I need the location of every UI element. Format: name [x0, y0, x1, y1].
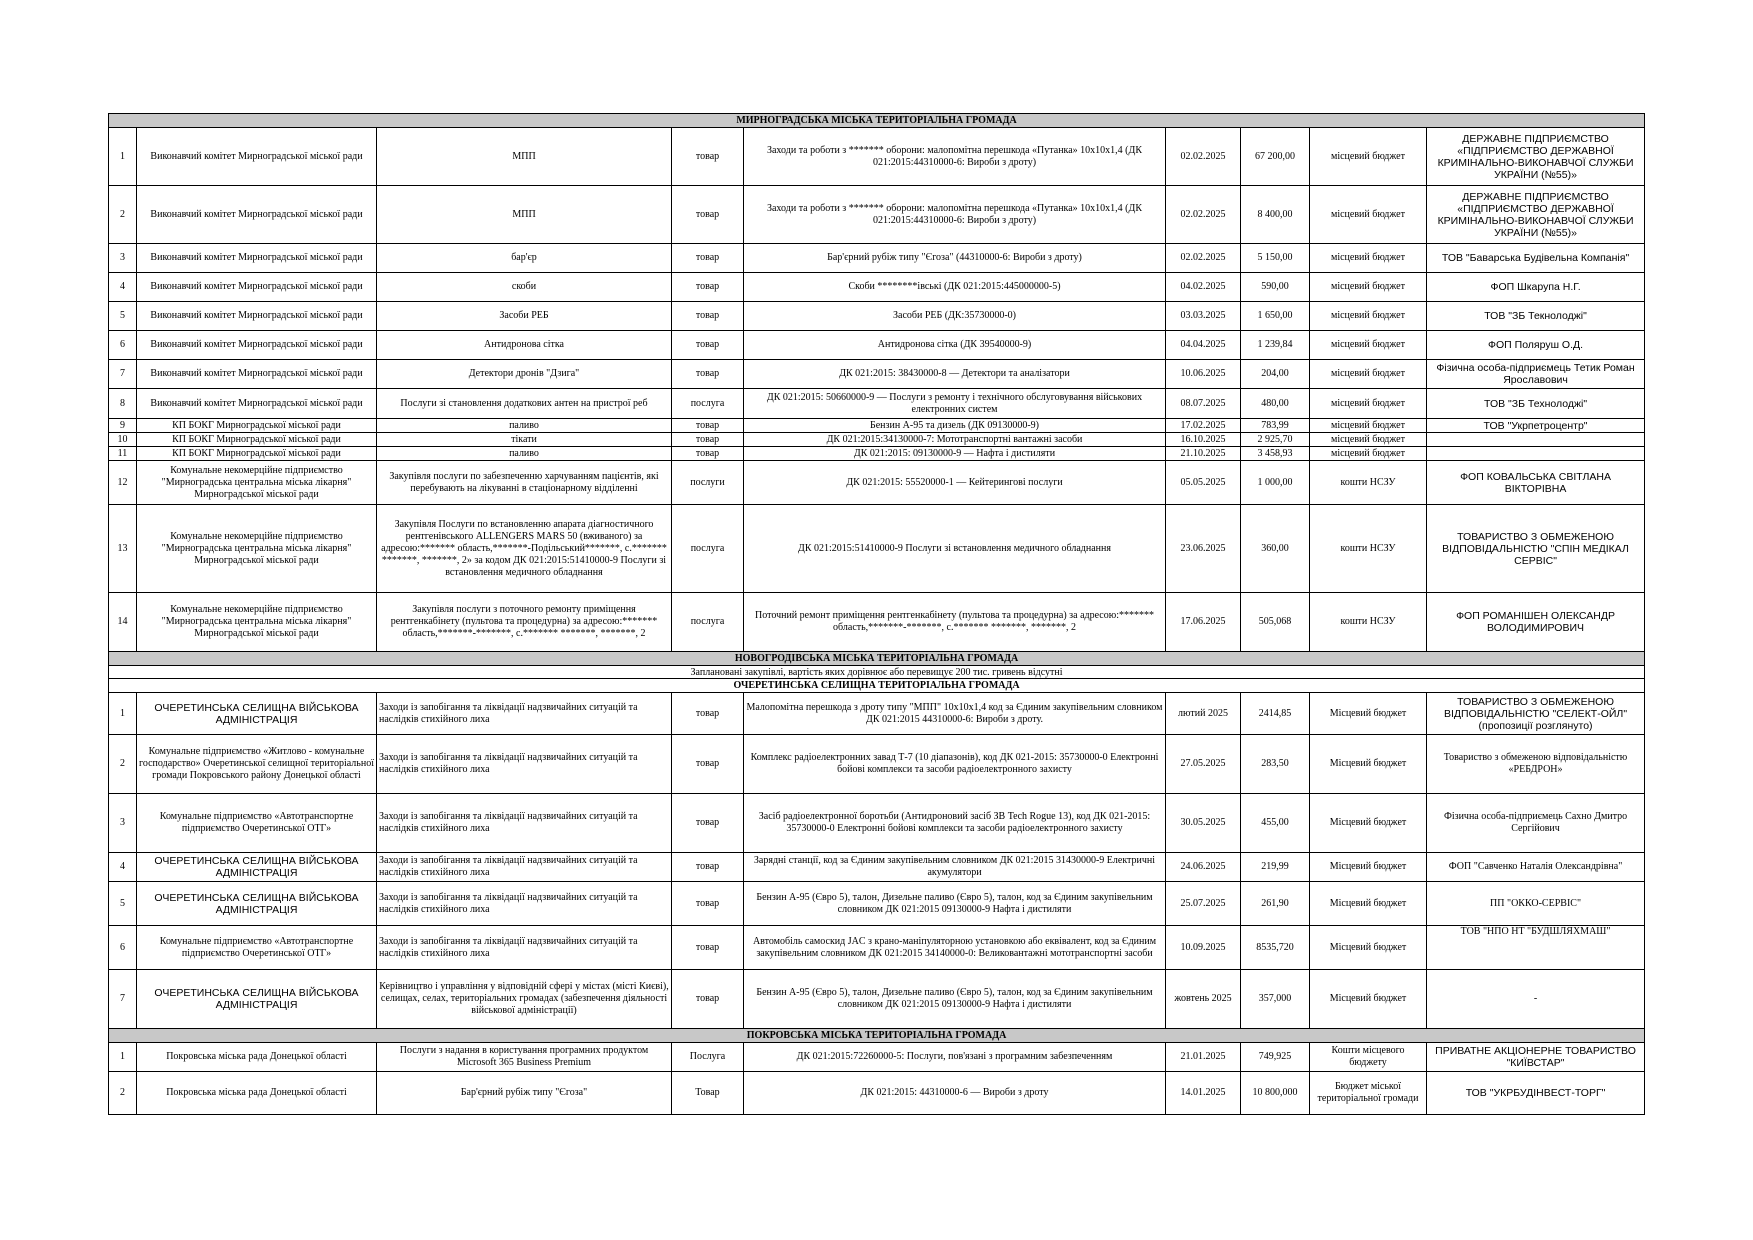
cell-source: місцевий бюджет [1310, 331, 1427, 360]
cell-details: ДК 021:2015: 38430000-8 — Детектори та аналізатори [744, 360, 1166, 389]
cell-amount: 8535,720 [1241, 926, 1310, 970]
cell-subject: скоби [377, 273, 672, 302]
cell-source: кошти НСЗУ [1310, 593, 1427, 652]
cell-date: 08.07.2025 [1166, 389, 1241, 419]
cell-amount: 357,000 [1241, 970, 1310, 1029]
cell-num: 6 [109, 926, 137, 970]
cell-amount: 1 000,00 [1241, 461, 1310, 505]
cell-details: Автомобіль самоскид JAC з крано-маніпуляторною установкою або еквівалент, код за Єдиним закупівельним словником ДК 021:2015 34140000-0: Великовантажні мототранспортні засоби [744, 926, 1166, 970]
cell-type: Товар [672, 1072, 744, 1115]
cell-customer: Комунальне некомерційне підприємство "Мирноградська центральна міська лікарня" Мирноградської міської ради [137, 593, 377, 652]
cell-customer: КП БОКГ Мирноградської міської ради [137, 447, 377, 461]
cell-source: місцевий бюджет [1310, 419, 1427, 433]
table-row [109, 693, 1645, 735]
cell-date: 04.04.2025 [1166, 331, 1241, 360]
cell-subject: Закупівля Послуги по встановленню апарата діагностичного рентгенівського ALLENGERS MARS 50 (вживаного) за адресою:******* область,*******-Подільський*******, с.******* *******, *******, 2» за кодом ДК 021:2015:51410000-9 Послуги зі встановлення медичного обладнання [377, 505, 672, 593]
cell-date: 16.10.2025 [1166, 433, 1241, 447]
cell-supplier: ТОВ "УКРБУДІНВЕСТ-ТОРГ" [1427, 1072, 1645, 1115]
cell-customer: Комунальне некомерційне підприємство "Мирноградська центральна міська лікарня" Мирноградської міської ради [137, 505, 377, 593]
cell-customer: Виконавчий комітет Мирноградської міської ради [137, 244, 377, 273]
section-header-row [109, 652, 1645, 666]
cell-type: товар [672, 794, 744, 853]
cell-num: 13 [109, 505, 137, 593]
cell-amount: 10 800,000 [1241, 1072, 1310, 1115]
cell-type: Послуга [672, 1043, 744, 1072]
cell-source: Кошти місцевого бюджету [1310, 1043, 1427, 1072]
cell-amount: 2414,85 [1241, 693, 1310, 735]
cell-customer: Покровська міська рада Донецької області [137, 1043, 377, 1072]
cell-num: 7 [109, 360, 137, 389]
cell-details: Заходи та роботи з ******* оборони: малопомітна перешкода «Путанка» 10х10х1,4 (ДК 021:2015:44310000-6: Вироби з дроту) [744, 186, 1166, 244]
cell-num: 2 [109, 735, 137, 794]
cell-details: Поточний ремонт приміщення рентгенкабінету (пультова та процедурна) за адресою:******* область,*******-*******, с.******* *******, *******, 2 [744, 593, 1166, 652]
table-row [109, 419, 1645, 433]
cell-num: 1 [109, 1043, 137, 1072]
cell-details: Бензин А-95 (Євро 5), талон, Дизельне паливо (Євро 5), талон, код за Єдиним закупівельним словником ДК 021:2015 09130000-9 Нафта і дистиляти [744, 970, 1166, 1029]
cell-subject: паливо [377, 447, 672, 461]
table-row [109, 244, 1645, 273]
table-row [109, 853, 1645, 882]
cell-customer: Виконавчий комітет Мирноградської міської ради [137, 389, 377, 419]
cell-subject: Заходи із запобігання та ліквідації надзвичайних ситуацій та наслідків стихійного лиха [377, 693, 672, 735]
cell-type: послуга [672, 389, 744, 419]
cell-date: 14.01.2025 [1166, 1072, 1241, 1115]
cell-customer: Комунальне підприємство «Автотранспортне підприємство Очеретинської ОТГ» [137, 926, 377, 970]
table-row [109, 926, 1645, 970]
cell-num: 6 [109, 331, 137, 360]
cell-num: 14 [109, 593, 137, 652]
cell-amount: 67 200,00 [1241, 128, 1310, 186]
cell-date: 27.05.2025 [1166, 735, 1241, 794]
cell-details: ДК 021:2015: 44310000-6 — Вироби з дроту [744, 1072, 1166, 1115]
cell-date: 21.01.2025 [1166, 1043, 1241, 1072]
cell-amount: 455,00 [1241, 794, 1310, 853]
cell-num: 10 [109, 433, 137, 447]
cell-source: Бюджет міської територіальної громади [1310, 1072, 1427, 1115]
cell-supplier: ТОВАРИСТВО З ОБМЕЖЕНОЮ ВІДПОВІДАЛЬНІСТЮ "СПІН МЕДІКАЛ СЕРВІС" [1427, 505, 1645, 593]
cell-amount: 360,00 [1241, 505, 1310, 593]
cell-source: місцевий бюджет [1310, 244, 1427, 273]
cell-date: жовтень 2025 [1166, 970, 1241, 1029]
section-header-row [109, 679, 1645, 693]
cell-subject: Бар'єрний рубіж типу "Єгоза" [377, 1072, 672, 1115]
cell-amount: 590,00 [1241, 273, 1310, 302]
cell-subject: Детектори дронів "Дзига" [377, 360, 672, 389]
cell-supplier: ТОВ "ЗБ Технолоджі" [1427, 389, 1645, 419]
cell-amount: 2 925,70 [1241, 433, 1310, 447]
cell-subject: МПП [377, 186, 672, 244]
cell-num: 1 [109, 128, 137, 186]
cell-source: Місцевий бюджет [1310, 693, 1427, 735]
cell-details: ДК 021:2015: 55520000-1 — Кейтерингові послуги [744, 461, 1166, 505]
cell-subject: МПП [377, 128, 672, 186]
cell-date: 03.03.2025 [1166, 302, 1241, 331]
cell-customer: Покровська міська рада Донецької області [137, 1072, 377, 1115]
cell-details: Скоби ********івські (ДК 021:2015:445000000-5) [744, 273, 1166, 302]
cell-amount: 783,99 [1241, 419, 1310, 433]
section-title: ОЧЕРЕТИНСЬКА СЕЛИЩНА ТЕРИТОРІАЛЬНА ГРОМАДА [109, 679, 1645, 693]
cell-amount: 505,068 [1241, 593, 1310, 652]
table-row [109, 735, 1645, 794]
cell-customer: Комунальне підприємство «Житлово - комунальне господарство» Очеретинської селищної територіальної громади Покровського району Донецької області [137, 735, 377, 794]
cell-subject: Керівництво і управління у відповідній сфері у містах (місті Києві), селищах, селах, територіальних громадах (забезпечення діяльності військової адміністрації) [377, 970, 672, 1029]
cell-subject: Заходи із запобігання та ліквідації надзвичайних ситуацій та наслідків стихійного лиха [377, 794, 672, 853]
cell-customer: Виконавчий комітет Мирноградської міської ради [137, 331, 377, 360]
cell-type: товар [672, 853, 744, 882]
cell-subject: Послуги з надання в користування програмних продуктом Microsoft 365 Business Premium [377, 1043, 672, 1072]
cell-num: 2 [109, 1072, 137, 1115]
cell-customer: Комунальне підприємство «Автотранспортне підприємство Очеретинської ОТГ» [137, 794, 377, 853]
cell-num: 4 [109, 273, 137, 302]
cell-source: кошти НСЗУ [1310, 505, 1427, 593]
cell-details: Заходи та роботи з ******* оборони: малопомітна перешкода «Путанка» 10х10х1,4 (ДК 021:2015:44310000-6: Вироби з дроту) [744, 128, 1166, 186]
section-title: НОВОГРОДІВСЬКА МІСЬКА ТЕРИТОРІАЛЬНА ГРОМАДА [109, 652, 1645, 666]
cell-amount: 5 150,00 [1241, 244, 1310, 273]
cell-supplier: ТОВ "Баварська Будівельна Компанія" [1427, 244, 1645, 273]
cell-num: 2 [109, 186, 137, 244]
cell-type: послуги [672, 461, 744, 505]
table-row [109, 389, 1645, 419]
cell-type: товар [672, 926, 744, 970]
cell-type: товар [672, 447, 744, 461]
cell-supplier: ФОП Поляруш О.Д. [1427, 331, 1645, 360]
cell-supplier: ФОП "Савченко Наталія Олександрівна" [1427, 853, 1645, 882]
cell-subject: тікати [377, 433, 672, 447]
cell-source: кошти НСЗУ [1310, 461, 1427, 505]
cell-num: 5 [109, 882, 137, 926]
cell-subject: Засоби РЕБ [377, 302, 672, 331]
cell-date: 02.02.2025 [1166, 186, 1241, 244]
table-row [109, 1043, 1645, 1072]
cell-type: товар [672, 302, 744, 331]
cell-source: Місцевий бюджет [1310, 926, 1427, 970]
cell-date: 02.02.2025 [1166, 128, 1241, 186]
cell-details: Комплекс радіоелектронних завад Т-7 (10 діапазонів), код ДК 021-2015: 35730000-0 Електронні бойові комплекси та засоби радіоелектронного захисту [744, 735, 1166, 794]
cell-details: ДК 021:2015: 09130000-9 — Нафта і дистиляти [744, 447, 1166, 461]
cell-customer: Виконавчий комітет Мирноградської міської ради [137, 186, 377, 244]
cell-type: товар [672, 970, 744, 1029]
cell-source: Місцевий бюджет [1310, 970, 1427, 1029]
cell-details: Зарядні станції, код за Єдиним закупівельним словником ДК 021:2015 31430000-9 Електричні акумулятори [744, 853, 1166, 882]
cell-supplier: ТОВ "Укрпетроцентр" [1427, 419, 1645, 433]
cell-source: місцевий бюджет [1310, 389, 1427, 419]
cell-date: 21.10.2025 [1166, 447, 1241, 461]
cell-type: товар [672, 128, 744, 186]
cell-details: ДК 021:2015: 50660000-9 — Послуги з ремонту і технічного обслуговування військових електронних систем [744, 389, 1166, 419]
cell-supplier [1427, 433, 1645, 447]
cell-details: ДК 021:2015:51410000-9 Послуги зі встановлення медичного обладнання [744, 505, 1166, 593]
cell-customer: ОЧЕРЕТИНСЬКА СЕЛИЩНА ВІЙСЬКОВА АДМІНІСТРАЦІЯ [137, 693, 377, 735]
cell-type: послуга [672, 505, 744, 593]
cell-supplier: ФОП РОМАНІШЕН ОЛЕКСАНДР ВОЛОДИМИРОВИЧ [1427, 593, 1645, 652]
cell-amount: 480,00 [1241, 389, 1310, 419]
cell-amount: 1 650,00 [1241, 302, 1310, 331]
table-row [109, 505, 1645, 593]
cell-details: Засоби РЕБ (ДК:35730000-0) [744, 302, 1166, 331]
cell-subject: Заходи із запобігання та ліквідації надзвичайних ситуацій та наслідків стихійного лиха [377, 853, 672, 882]
cell-date: 24.06.2025 [1166, 853, 1241, 882]
cell-source: Місцевий бюджет [1310, 853, 1427, 882]
cell-num: 7 [109, 970, 137, 1029]
cell-type: товар [672, 433, 744, 447]
table-row [109, 360, 1645, 389]
cell-details: Малопомітна перешкода з дроту типу "МПП" 10х10х1,4 код за Єдиним закупівельним словником ДК 021:2015 44310000-6: Вироби з дроту. [744, 693, 1166, 735]
cell-date: 10.09.2025 [1166, 926, 1241, 970]
cell-amount: 8 400,00 [1241, 186, 1310, 244]
table-row [109, 433, 1645, 447]
cell-supplier: - [1427, 970, 1645, 1029]
cell-subject: Послуги зі становлення додаткових антен на пристрої реб [377, 389, 672, 419]
cell-customer: ОЧЕРЕТИНСЬКА СЕЛИЩНА ВІЙСЬКОВА АДМІНІСТРАЦІЯ [137, 882, 377, 926]
cell-source: місцевий бюджет [1310, 186, 1427, 244]
cell-supplier: Фізична особа-підприємець Тетик Роман Ярославович [1427, 360, 1645, 389]
cell-type: товар [672, 735, 744, 794]
cell-amount: 283,50 [1241, 735, 1310, 794]
section-title: ПОКРОВСЬКА МІСЬКА ТЕРИТОРІАЛЬНА ГРОМАДА [109, 1029, 1645, 1043]
cell-num: 5 [109, 302, 137, 331]
cell-date: 10.06.2025 [1166, 360, 1241, 389]
cell-subject: Антидронова сітка [377, 331, 672, 360]
cell-details: Бензин А-95 (Євро 5), талон, Дизельне паливо (Євро 5), талон, код за Єдиним закупівельним словником ДК 021:2015 09130000-9 Нафта і дистиляти [744, 882, 1166, 926]
table-row [109, 593, 1645, 652]
cell-source: Місцевий бюджет [1310, 794, 1427, 853]
cell-type: товар [672, 186, 744, 244]
cell-date: 02.02.2025 [1166, 244, 1241, 273]
cell-num: 11 [109, 447, 137, 461]
cell-supplier: ДЕРЖАВНЕ ПІДПРИЄМСТВО «ПІДПРИЄМСТВО ДЕРЖАВНОЇ КРИМІНАЛЬНО-ВИКОНАВЧОЇ СЛУЖБИ УКРАЇНИ (№55)» [1427, 128, 1645, 186]
cell-num: 3 [109, 794, 137, 853]
cell-date: 05.05.2025 [1166, 461, 1241, 505]
cell-num: 3 [109, 244, 137, 273]
cell-customer: Виконавчий комітет Мирноградської міської ради [137, 273, 377, 302]
cell-supplier: Товариство з обмеженою відповідальністю «РЕБДРОН» [1427, 735, 1645, 794]
cell-num: 12 [109, 461, 137, 505]
table-row [109, 302, 1645, 331]
cell-source: місцевий бюджет [1310, 433, 1427, 447]
cell-source: місцевий бюджет [1310, 447, 1427, 461]
cell-supplier: ФОП Шкарупа Н.Г. [1427, 273, 1645, 302]
cell-supplier: ТОВ "НПО НТ "БУДШЛЯХМАШ" [1427, 926, 1645, 970]
cell-customer: Виконавчий комітет Мирноградської міської ради [137, 360, 377, 389]
table-row [109, 1072, 1645, 1115]
cell-type: товар [672, 882, 744, 926]
cell-amount: 1 239,84 [1241, 331, 1310, 360]
cell-amount: 261,90 [1241, 882, 1310, 926]
cell-supplier: ПРИВАТНЕ АКЦІОНЕРНЕ ТОВАРИСТВО "КИЇВСТАР" [1427, 1043, 1645, 1072]
cell-details: ДК 021:2015:34130000-7: Мототранспортні вантажні засоби [744, 433, 1166, 447]
cell-details: Засіб радіоелектронної боротьби (Антидроновий засіб ЗВ Tech Rogue 13), код ДК 021-2015: 35730000-0 Електронні бойові комплекси та засоби радіоелектронного захисту [744, 794, 1166, 853]
table-row [109, 128, 1645, 186]
table-row [109, 882, 1645, 926]
cell-date: 17.02.2025 [1166, 419, 1241, 433]
cell-date: 17.06.2025 [1166, 593, 1241, 652]
section-header-row [109, 1029, 1645, 1043]
cell-supplier [1427, 447, 1645, 461]
section-header-row [109, 114, 1645, 128]
section-note-row [109, 666, 1645, 679]
cell-date: 04.02.2025 [1166, 273, 1241, 302]
cell-num: 8 [109, 389, 137, 419]
cell-customer: КП БОКГ Мирноградської міської ради [137, 433, 377, 447]
cell-type: товар [672, 273, 744, 302]
cell-source: Місцевий бюджет [1310, 882, 1427, 926]
cell-customer: ОЧЕРЕТИНСЬКА СЕЛИЩНА ВІЙСЬКОВА АДМІНІСТРАЦІЯ [137, 970, 377, 1029]
cell-customer: Комунальне некомерційне підприємство "Мирноградська центральна міська лікарня" Мирноградської міської ради [137, 461, 377, 505]
cell-num: 4 [109, 853, 137, 882]
table-row [109, 794, 1645, 853]
cell-details: Бензин А-95 та дизель (ДК 09130000-9) [744, 419, 1166, 433]
cell-amount: 3 458,93 [1241, 447, 1310, 461]
table-row [109, 970, 1645, 1029]
cell-supplier: ФОП КОВАЛЬСЬКА СВІТЛАНА ВІКТОРІВНА [1427, 461, 1645, 505]
cell-supplier: Фізична особа-підприємець Сахно Дмитро Сергійович [1427, 794, 1645, 853]
cell-amount: 219,99 [1241, 853, 1310, 882]
table-row [109, 461, 1645, 505]
cell-source: місцевий бюджет [1310, 360, 1427, 389]
cell-source: місцевий бюджет [1310, 302, 1427, 331]
cell-customer: Виконавчий комітет Мирноградської міської ради [137, 128, 377, 186]
cell-type: товар [672, 419, 744, 433]
cell-subject: Закупівля послуги по забезпеченню харчуванням пацієнтів, які перебувають на лікуванні в стаціонарному відділенні [377, 461, 672, 505]
cell-subject: Заходи із запобігання та ліквідації надзвичайних ситуацій та наслідків стихійного лиха [377, 926, 672, 970]
cell-supplier: ТОВАРИСТВО З ОБМЕЖЕНОЮ ВІДПОВІДАЛЬНІСТЮ "СЕЛЕКТ-ОЙЛ" (пропозиції розглянуто) [1427, 693, 1645, 735]
table-row [109, 331, 1645, 360]
cell-num: 1 [109, 693, 137, 735]
cell-customer: ОЧЕРЕТИНСЬКА СЕЛИЩНА ВІЙСЬКОВА АДМІНІСТРАЦІЯ [137, 853, 377, 882]
table-row [109, 186, 1645, 244]
cell-type: товар [672, 693, 744, 735]
cell-supplier: ПП "ОККО-СЕРВІС" [1427, 882, 1645, 926]
table-row [109, 447, 1645, 461]
cell-customer: Виконавчий комітет Мирноградської міської ради [137, 302, 377, 331]
cell-num: 9 [109, 419, 137, 433]
cell-source: Місцевий бюджет [1310, 735, 1427, 794]
cell-type: товар [672, 360, 744, 389]
cell-customer: КП БОКГ Мирноградської міської ради [137, 419, 377, 433]
cell-supplier: ТОВ "ЗБ Текнолоджі" [1427, 302, 1645, 331]
procurement-table [108, 113, 1645, 1115]
cell-subject: бар'єр [377, 244, 672, 273]
cell-date: 25.07.2025 [1166, 882, 1241, 926]
cell-date: 23.06.2025 [1166, 505, 1241, 593]
cell-subject: Заходи із запобігання та ліквідації надзвичайних ситуацій та наслідків стихійного лиха [377, 735, 672, 794]
cell-type: товар [672, 331, 744, 360]
cell-date: лютий 2025 [1166, 693, 1241, 735]
procurement-sheet [108, 113, 1644, 1115]
cell-amount: 204,00 [1241, 360, 1310, 389]
cell-source: місцевий бюджет [1310, 273, 1427, 302]
cell-type: послуга [672, 593, 744, 652]
cell-details: ДК 021:2015:72260000-5: Послуги, пов'язані з програмним забезпеченням [744, 1043, 1166, 1072]
section-note: Заплановані закупівлі, вартість яких дорівнює або перевищує 200 тис. гривень відсутні [109, 666, 1645, 679]
cell-subject: Закупівля послуги з поточного ремонту приміщення рентгенкабінету (пультова та процедурна) за адресою:******* область,*******-*******, с.******* *******, *******, 2 [377, 593, 672, 652]
table-row [109, 273, 1645, 302]
cell-details: Бар'єрний рубіж типу "Єгоза" (44310000-6: Вироби з дроту) [744, 244, 1166, 273]
cell-subject: паливо [377, 419, 672, 433]
cell-amount: 749,925 [1241, 1043, 1310, 1072]
cell-date: 30.05.2025 [1166, 794, 1241, 853]
cell-details: Антидронова сітка (ДК 39540000-9) [744, 331, 1166, 360]
cell-supplier: ДЕРЖАВНЕ ПІДПРИЄМСТВО «ПІДПРИЄМСТВО ДЕРЖАВНОЇ КРИМІНАЛЬНО-ВИКОНАВЧОЇ СЛУЖБИ УКРАЇНИ (№55)» [1427, 186, 1645, 244]
cell-type: товар [672, 244, 744, 273]
cell-subject: Заходи із запобігання та ліквідації надзвичайних ситуацій та наслідків стихійного лиха [377, 882, 672, 926]
section-title: МИРНОГРАДСЬКА МІСЬКА ТЕРИТОРІАЛЬНА ГРОМАДА [109, 114, 1645, 128]
cell-source: місцевий бюджет [1310, 128, 1427, 186]
